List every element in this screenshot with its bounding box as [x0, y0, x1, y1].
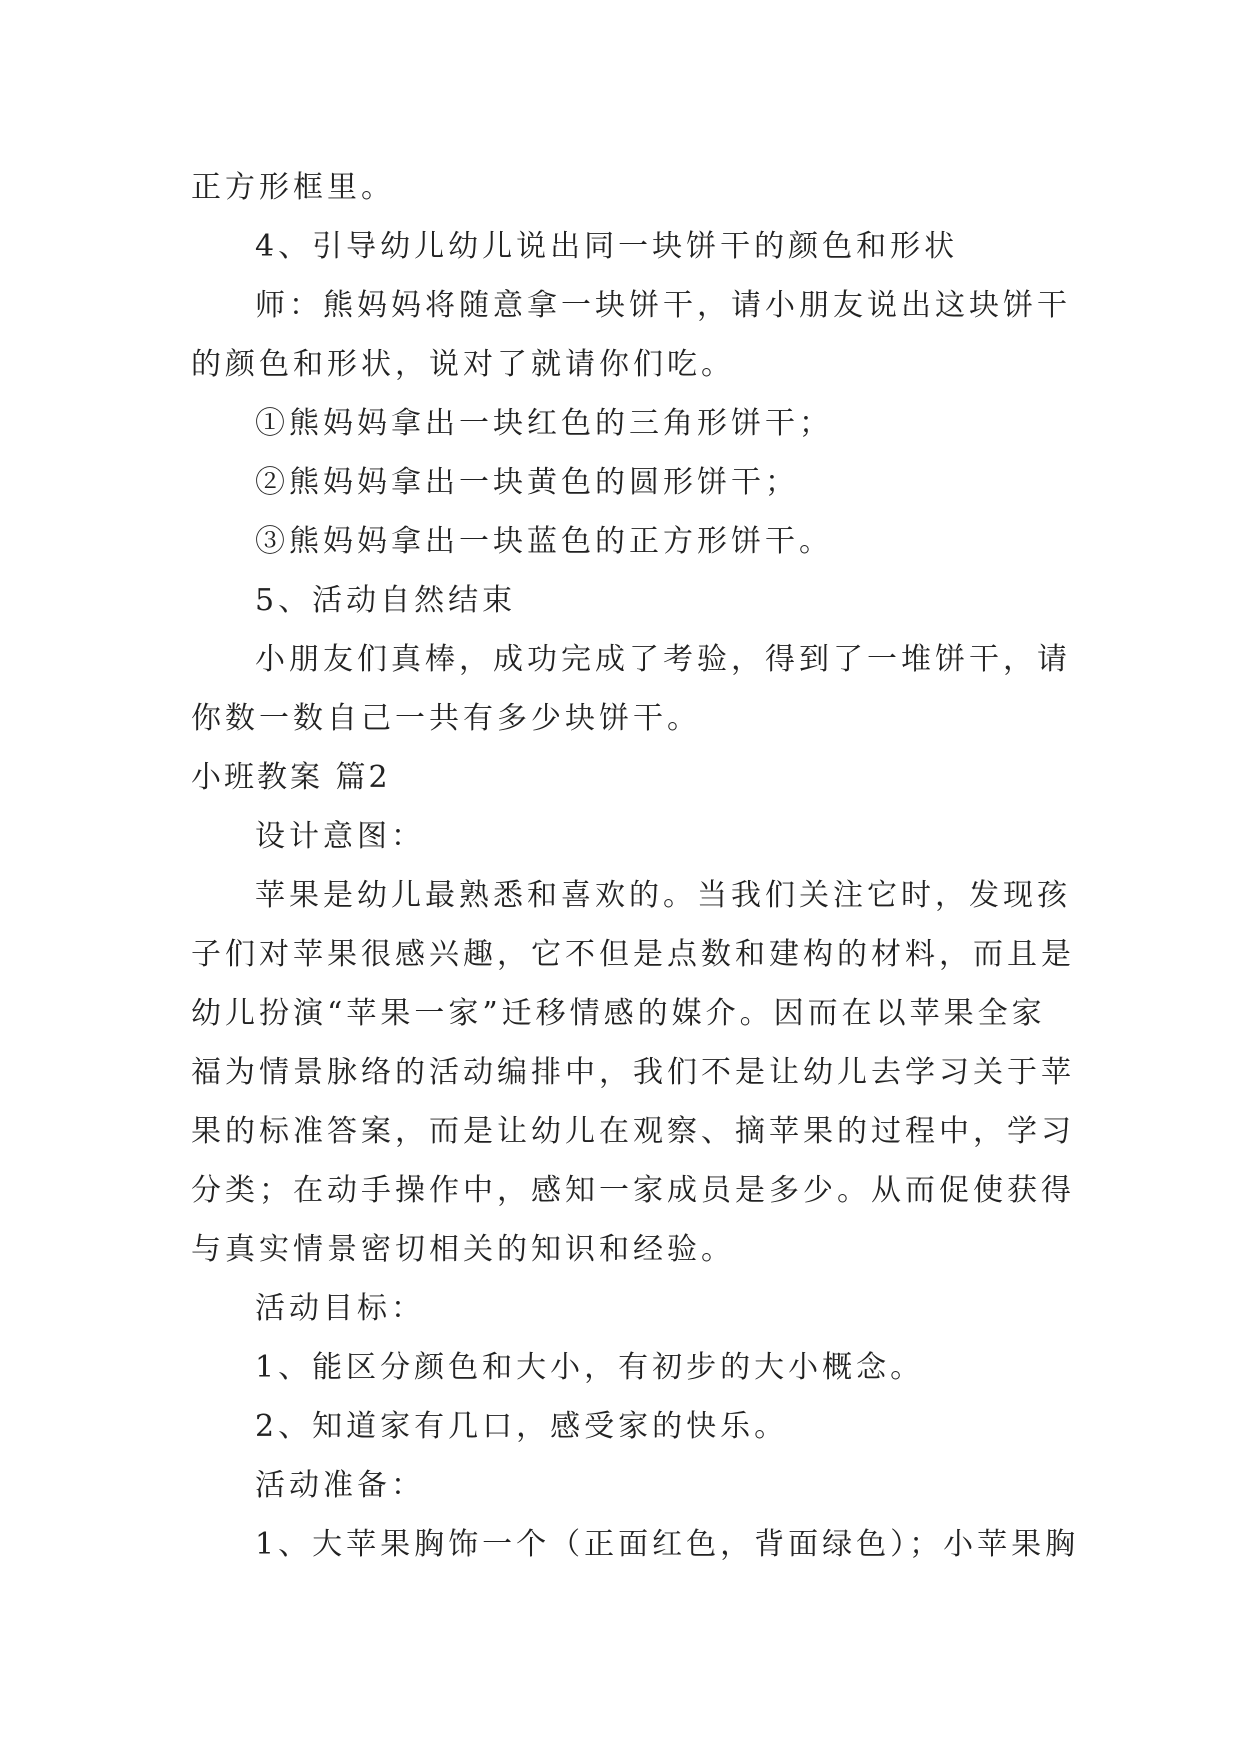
- paragraph-line: 活动目标：: [255, 1291, 425, 1326]
- list-item: ①熊妈妈拿出一块红色的三角形饼干；: [255, 406, 833, 441]
- paragraph-line: 你数一数自己一共有多少块饼干。: [191, 701, 701, 736]
- list-item: 2、知道家有几口，感受家的快乐。: [255, 1409, 789, 1444]
- paragraph-line: 小朋友们真棒，成功完成了考验，得到了一堆饼干，请: [255, 642, 1071, 677]
- paragraph-line: 分类；在动手操作中，感知一家成员是多少。从而促使获得: [191, 1173, 1075, 1208]
- paragraph-line: 5、活动自然结束: [255, 583, 517, 618]
- paragraph-line: 与真实情景密切相关的知识和经验。: [191, 1232, 735, 1267]
- paragraph-line: 的颜色和形状，说对了就请你们吃。: [191, 347, 735, 382]
- paragraph-line: 子们对苹果很感兴趣，它不但是点数和建构的材料，而且是: [191, 937, 1075, 972]
- paragraph-line: 果的标准答案，而是让幼儿在观察、摘苹果的过程中，学习: [191, 1114, 1075, 1149]
- paragraph-line: 正方形框里。: [191, 170, 395, 205]
- paragraph-line: 苹果是幼儿最熟悉和喜欢的。当我们关注它时，发现孩: [255, 878, 1071, 913]
- paragraph-line: 活动准备：: [255, 1468, 425, 1503]
- document-body: [191, 158, 1080, 1574]
- paragraph-line: 4、引导幼儿幼儿说出同一块饼干的颜色和形状: [255, 229, 959, 264]
- list-item: 1、能区分颜色和大小，有初步的大小概念。: [255, 1350, 925, 1385]
- list-item: ②熊妈妈拿出一块黄色的圆形饼干；: [255, 465, 799, 500]
- paragraph-line: 福为情景脉络的活动编排中，我们不是让幼儿去学习关于苹: [191, 1055, 1075, 1090]
- list-item: 1、大苹果胸饰一个（正面红色，背面绿色）；小苹果胸: [255, 1527, 1080, 1562]
- paragraph-line: 设计意图：: [255, 819, 425, 854]
- list-item: ③熊妈妈拿出一块蓝色的正方形饼干。: [255, 524, 833, 559]
- section-heading: 小班教案 篇2: [191, 760, 391, 795]
- paragraph-line: 师：熊妈妈将随意拿一块饼干，请小朋友说出这块饼干: [255, 288, 1071, 323]
- paragraph-line: 幼儿扮演“苹果一家”迁移情感的媒介。因而在以苹果全家: [191, 996, 1046, 1031]
